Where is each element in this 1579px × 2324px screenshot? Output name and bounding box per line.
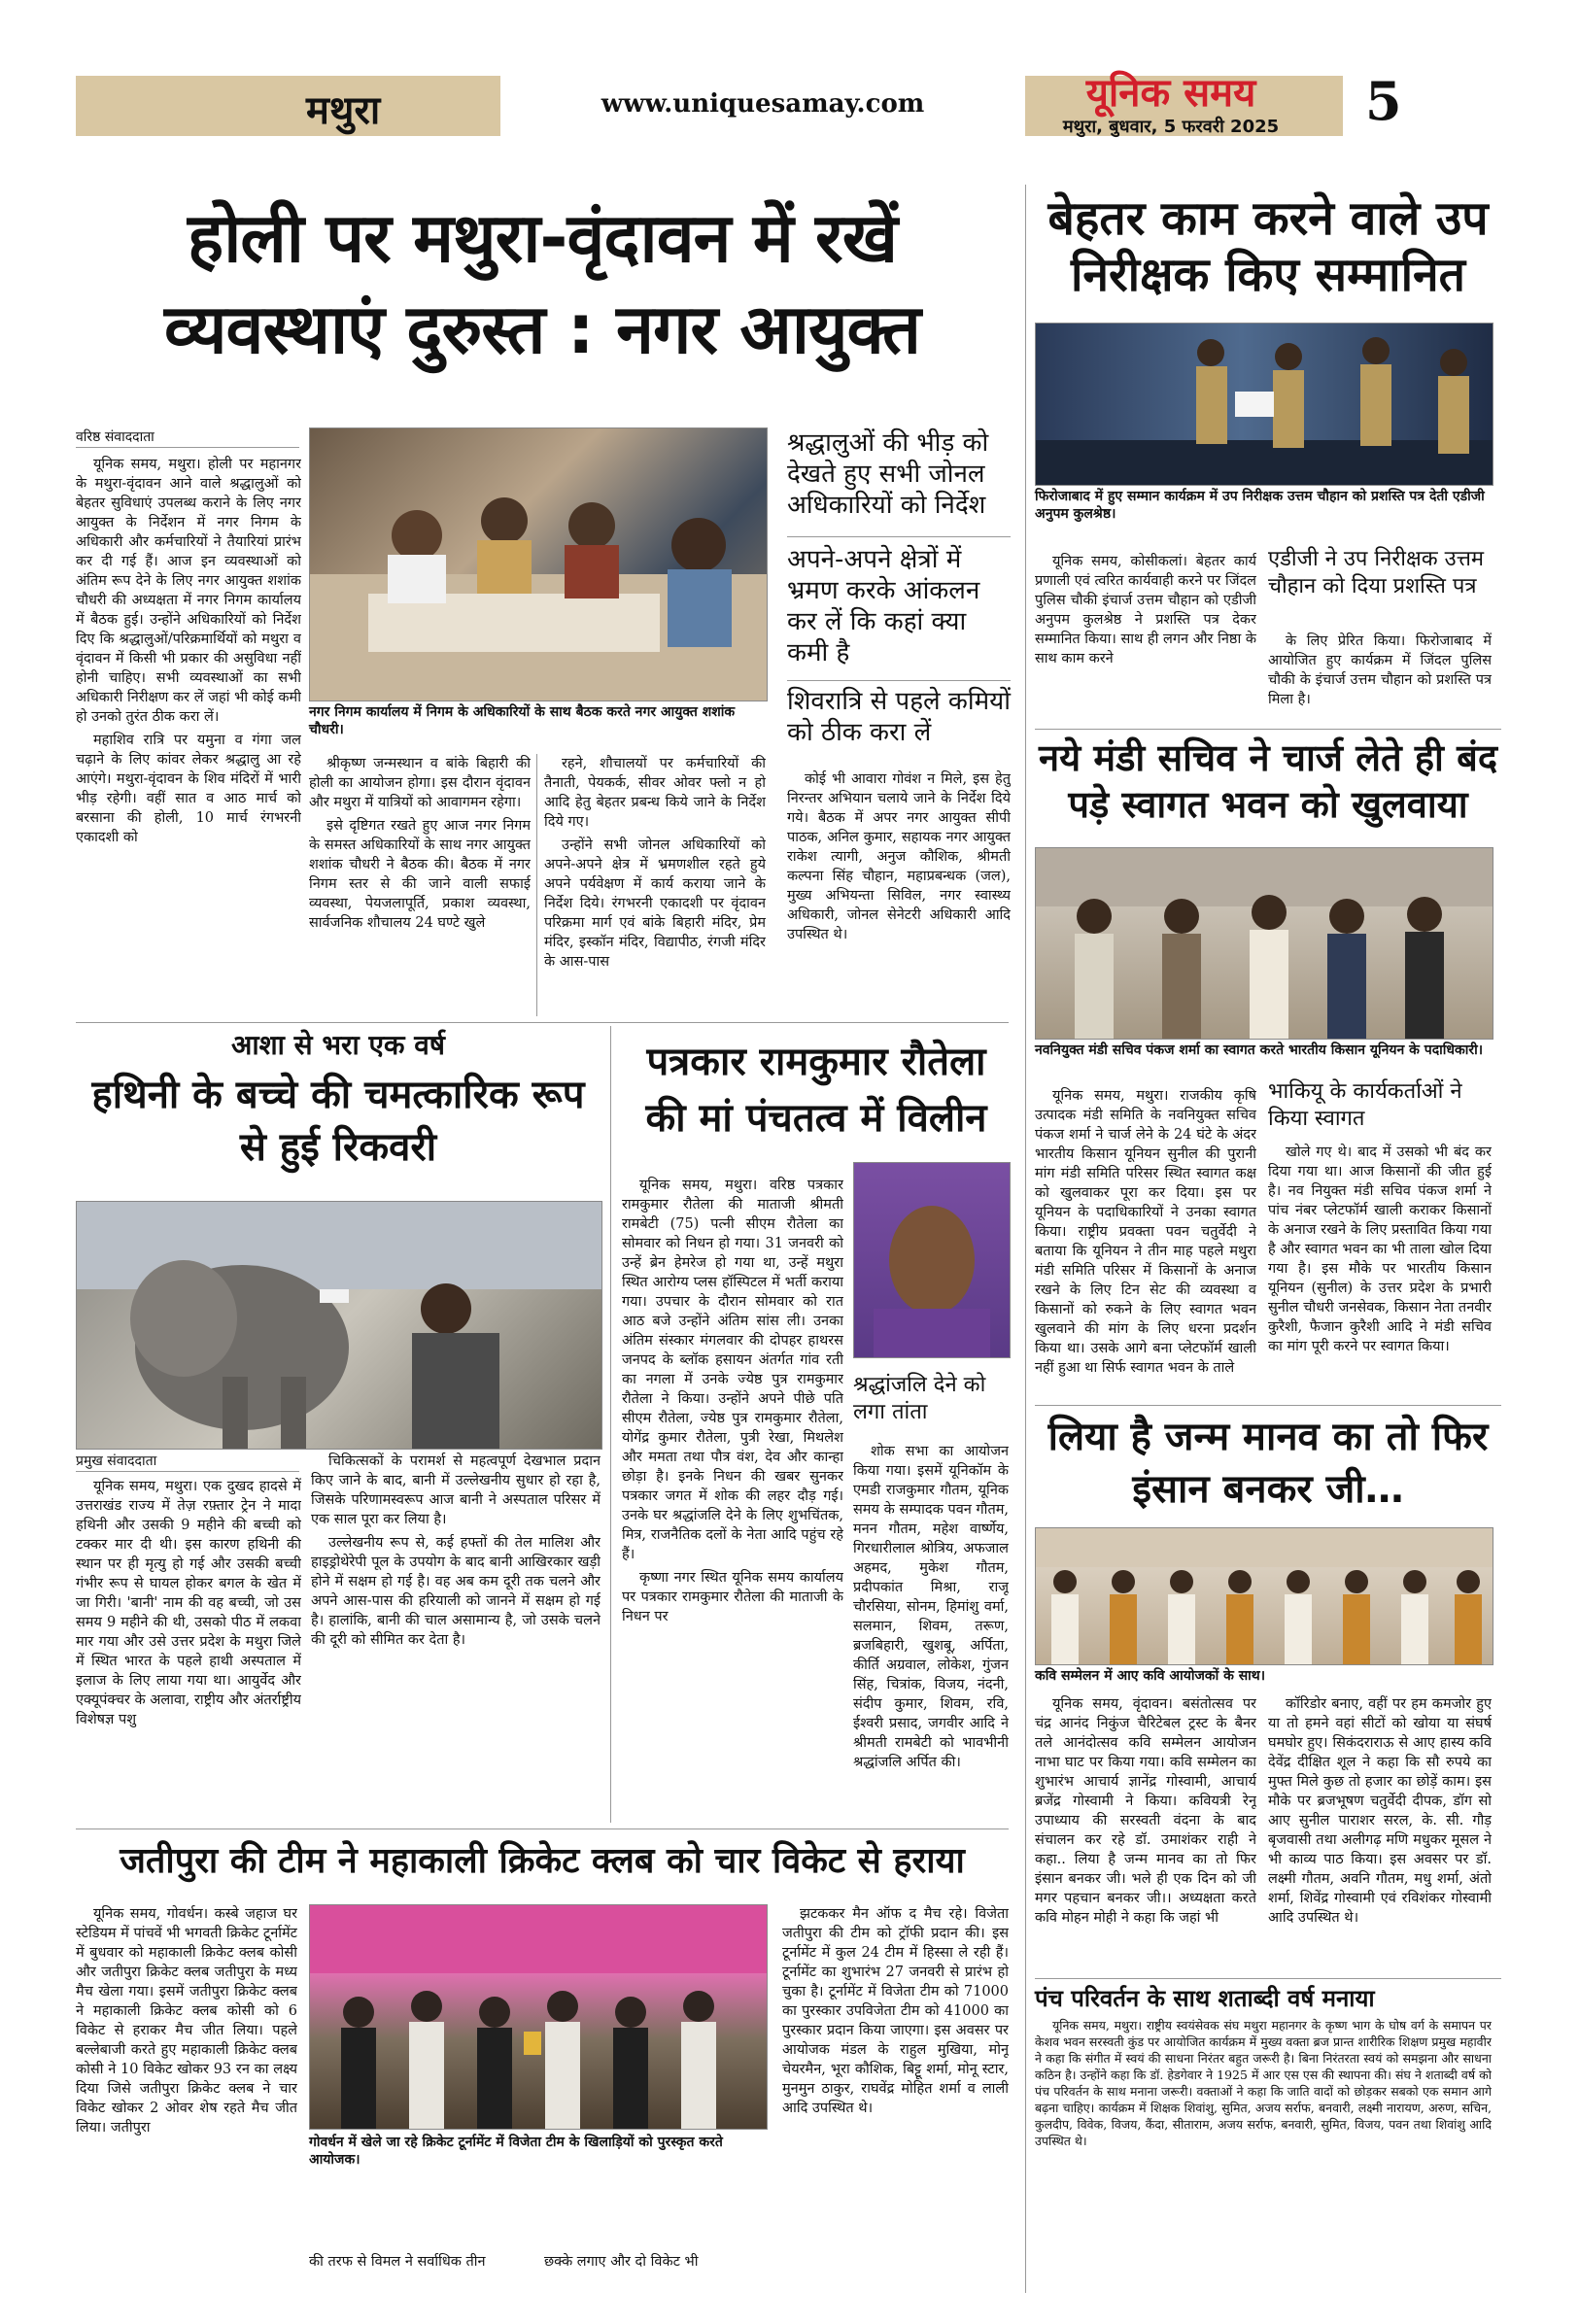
obit-column-2: शोक सभा का आयोजन किया गया। इसमें यूनिकॉम के एमडी राजकुमार गौतम, यूनिक समय के सम्पादक पवन गौतम, मनन गौतम, महेश वार्ष्णेय, गिरधारीलाल श्रोत्रिय, अफजाल अहमद, मुकेश गौतम, प्रदीपकांत मिश्रा, राजू चौरसिया, सोनम, हिमांशु वर्मा, सलमान, शिवम, तरूण, ब्रजबिहारी, खुशबू, अर्पिता, कीर्ति अग्रवाल, लोकेश, गुंजन सिंह, चित्रांक, विजय, नंदनी, संदीप कुमार, शिवम, रवि, ईश्वरी प्रसाद, जगवीर आदि ने श्रीमती रामबेटी को भावभीनी श्रद्धांजलि अर्पित की।	[853, 1444, 1009, 1770]
lead-headline-line1: होली पर मथुरा-वृंदावन में रखें	[188, 198, 897, 278]
masthead-brand: यूनिक समय	[1085, 70, 1256, 116]
lead-column-2: श्रीकृष्ण जन्मस्थान व बांके बिहारी की होली का आयोजन होगा। इस दौरान वृंदावन और मथुरा में यात्रियों को आवागमन रहेगा। इसे दृष्टिगत रखते हुए आज नगर निगम के समस्त अधिकारियों के साथ नगर आयुक्त शशांक चौधरी ने बैठक की। बैठक में नगर निगम स्तर से की जाने वाली सफाई व्यवस्था, पेयजलापूर्ति, प्रकाश व्यवस्था, सार्वजनिक शौचालय 24 घण्टे खुले	[309, 756, 531, 931]
kavi-column-2: कॉरिडोर बनाए, वहीं पर हम कमजोर हुए या तो हमने वहां सीटों को खोया या संघर्ष घमघोर हुए। सिकंदराराऊ से आए हास्य कवि देवेंद्र दीक्षित शूल ने कहा कि सौ रुपये का मुफ्त मिले कुछ तो हजार का छोड़ें काम। इस मौके पर ब्रजभूषण चतुर्वेदी दीपक, डॉग सो आए सुनील पाराशर सरल, के. सी. गौड़ बृजवासी तथा अलीगढ़ मणि मधुकर मूसल ने भी काव्य पाठ किया। इस अवसर पर डॉ. लक्ष्मी गौतम, अवनि गौतम, मधु शर्मा, अंतो शर्मा, शिवेंद्र गोस्वामी एवं रविशंकर गोस्वामी आदि उपस्थित थे।	[1268, 1696, 1492, 1926]
rss-body: यूनिक समय, मथुरा। राष्ट्रीय स्वयंसेवक संघ मथुरा महानगर के कृष्ण भाग के घोष वर्ग के समापन पर केशव भवन सरस्वती कुंड पर आयोजित कार्यक्रम में मुख्य वक्ता ब्रज प्रान्त शारीरिक शिक्षण प्रमुख महावीर ने कहा कि संगीत में स्वयं की साधना निरंतर बहुत जरूरी है। बिना निरंतरता स्वयं को समझना और साधना कठिन है। उन्होंने कहा कि डॉ. हेडगेवार ने 1925 में आर एस एस की स्थापना की। संघ ने शताब्दी वर्ष को पंच परिवर्तन के साथ मनाना जरूरी। वक्ताओं ने कहा कि जाति वादों को छोड़कर सबको एक समान आगे बढ़ना चाहिए। कार्यक्रम में शिक्षक शिवांशु, सुमित, अजय सर्राफ, बनवारी, लक्ष्मी नारायण, अरुण, सचिन, कुलदीप, विवेक, विजय, कैंदा, सीताराम, अजय सर्राफ, बनवारी, सुमित, विजय, पवन तथा शिवांशु आदि उपस्थित थे।	[1035, 2018, 1492, 2148]
divider	[76, 1471, 299, 1472]
cricket-column-3: छक्के लगाए और दो विकेट भी	[544, 2254, 699, 2270]
honor-column-2: के लिए प्रेरित किया। फिरोजाबाद में आयोजित हुए कार्यक्रम में जिंदल पुलिस चौकी के इंचार्ज उत्तम चौहान को प्रशस्ति पत्र मिला है।	[1268, 633, 1492, 707]
elephant-column-2: चिकित्सकों के परामर्श से महत्वपूर्ण देखभाल प्रदान किए जाने के बाद, बानी में उल्लेखनीय सुधार हो रहा है, जिसके परिणामस्वरूप आज बानी ने अस्पताल परिसर में एक साल पूरा कर लिया है। उल्लेखनीय रूप से, कई हफ्तों की तेल मालिश और हाइड्रोथेरेपी पूल के उपयोग के बाद बानी आखिरकार खड़ी होने में सक्षम हो गई है। वह अब कम दूरी तक चलने और अपने आस-पास की हरियाली को जानने में सक्षम हो गई है। हालांकि, बानी की चाल असामान्य है, जो उसके चलने की दूरी को सीमित कर देता है।	[311, 1453, 601, 1648]
honor-photo-caption: फिरोजाबाद में हुए सम्मान कार्यक्रम में उप निरीक्षक उत्तम चौहान को प्रशस्ति पत्र देती एडीजी अनुपम कुलश्रेष्ठ।	[1035, 489, 1485, 522]
kavi-photo	[1035, 1527, 1493, 1665]
divider	[1035, 729, 1501, 730]
column-divider	[1025, 185, 1026, 2293]
kavi-column-1: यूनिक समय, वृंदावन। बसंतोत्सव पर चंद्र आनंद निकुंज चैरिटेबल ट्रस्ट के बैनर तले आनंदोत्सव कवि सम्मेलन आयोजन नाभा घाट पर किया गया। कवि सम्मेलन का शुभारंभ आचार्य ज्ञानेंद्र गोस्वामी, आचार्य ब्रजेंद्र गोस्वामी ने किया। कवियत्री रेनू उपाध्याय की सरस्वती वंदना के बाद संचालन कर रहे डॉ. उमाशंकर राही ने कहा.. लिया है जन्म मानव का तो फिर इंसान बनकर जी। भले ही एक दिन को जी मगर पहचान बनकर जी।। अध्यक्षता करते कवि मोहन मोही ने कहा कि जहां भी	[1035, 1696, 1256, 1926]
kavi-photo-caption: कवि सम्मेलन में आए कवि आयोजकों के साथ।	[1035, 1668, 1266, 1684]
lead-byline: वरिष्ठ संवाददाता	[76, 429, 154, 445]
cricket-headline: जतीपुरा की टीम ने महाकाली क्रिकेट क्लब को चार विकेट से हराया	[120, 1841, 965, 1881]
mandi-subheading: भाकियू के कार्यकर्ताओं ने किया स्वागत	[1268, 1079, 1462, 1131]
divider	[1035, 1405, 1501, 1406]
elephant-kicker: आशा से भरा एक वर्ष	[231, 1029, 445, 1061]
column-divider	[610, 1026, 611, 1823]
elephant-column-1: यूनिक समय, मथुरा। एक दुखद हादसे में उत्तराखंड राज्य में तेज़ रफ़्तार ट्रेन ने मादा हथिनी और उसकी 9 महीने की बच्ची को टक्कर मार दी थी। इस कारण हथिनी की स्थान पर ही मृत्यु हो गई और उसकी बच्ची गंभीर रूप से घायल होकर बगल के खेत में जा गिरी। 'बानी' नाम की वह बच्ची, जो उस समय 9 महीने की थी, उसको पीठ में लकवा मार गया और उसे उत्तर प्रदेश के मथुरा जिले में स्थित भारत के पहले हाथी अस्पताल में इलाज के लिए लाया गया था। आयुर्वेद और एक्यूपंक्चर के अलावा, राष्ट्रीय और अंतर्राष्ट्रीय विशेषज्ञ पशु	[76, 1479, 301, 1727]
mandi-photo	[1035, 847, 1493, 1040]
honor-subheading: एडीजी ने उप निरीक्षक उत्तम चौहान को दिया प्रशस्ति पत्र	[1268, 547, 1485, 598]
kavi-headline: लिया है जन्म मानव का तो फिर इंसान बनकर जी…	[1047, 1415, 1489, 1512]
cricket-column-1: यूनिक समय, गोवर्धन। कस्बे जहाज घर स्टेडियम में पांचवें भी भगवती क्रिकेट टूर्नामेंट में बुधवार को महाकाली क्रिकेट क्लब कोसी और जतीपुरा क्रिकेट क्लब जतीपुरा के मध्य मैच खेला गया। इसमें जतीपुरा क्रिकेट क्लब ने महाकाली क्रिकेट क्लब कोसी को 6 विकेट से हराकर मैच जीत लिया। पहले बल्लेबाजी करते हुए महाकाली क्रिकेट क्लब कोसी ने 10 विकेट खोकर 93 रन का लक्ष्य दिया जिसे जतीपुरा क्रिकेट क्लब ने चार विकेट खोकर 2 ओवर शेष रहते मैच जीत लिया। जतीपुरा	[76, 1906, 297, 2136]
divider	[76, 1022, 1009, 1023]
mandi-photo-caption: नवनियुक्त मंडी सचिव पंकज शर्मा का स्वागत करते भारतीय किसान यूनियन के पदाधिकारी।	[1035, 1042, 1484, 1058]
cricket-photo	[309, 1904, 768, 2130]
rss-headline: पंच परिवर्तन के साथ शताब्दी वर्ष मनाया	[1035, 1985, 1375, 2012]
page-section-name: मथुरा	[306, 87, 381, 133]
lead-photo	[309, 427, 768, 701]
mandi-headline: नये मंडी सचिव ने चार्ज लेते ही बंद पड़े स्वागत भवन को खुलवाया	[1039, 736, 1497, 826]
dateline: मथुरा, बुधवार, 5 फरवरी 2025	[1062, 117, 1280, 137]
elephant-headline: हथिनी के बच्चे की चमत्कारिक रूप से हुई रिकवरी	[91, 1073, 585, 1170]
lead-pullquote-1: श्रद्धालुओं की भीड़ को देखते हुए सभी जोनल अधिकारियों को निर्देश	[787, 428, 989, 520]
divider	[787, 680, 1011, 681]
cricket-column-4: झटककर मैन ऑफ द मैच रहे। विजेता जतीपुरा की टीम को ट्रॉफी प्रदान की। इस टूर्नामेंट में कुल 24 टीम में हिस्सा ले रही हैं। टूर्नामेंट का शुभारंभ 27 जनवरी से प्रारंभ हो चुका है। टूर्नामेंट में विजेता टीम को 71000 का पुरस्कार उपविजेता टीम को 41000 का पुरस्कार प्रदान किया जाएगा। इस अवसर पर आयोजक मंडल के राहुल मुखिया, मोनू चेयरमैन, भूरा कौशिक, बिट्टू शर्मा, मोनू स्टार, मुनमुन ठाकुर, राघवेंद्र मोहित शर्मा व लाली आदि उपस्थित थे।	[782, 1906, 1009, 2116]
obit-pullquote: श्रद्धांजलि देने को लगा तांता	[853, 1373, 986, 1424]
honor-photo	[1035, 323, 1493, 486]
cricket-photo-caption: गोवर्धन में खेले जा रहे क्रिकेट टूर्नामेंट में विजेता टीम के खिलाड़ियों को पुरस्कृत करते आयोजक।	[309, 2135, 723, 2168]
lead-column-4: कोई भी आवारा गोवंश न मिले, इस हेतु निरन्तर अभियान चलाये जाने के निर्देश दिये गये। बैठक में अपर नगर आयुक्त सीपी पाठक, अनिल कुमार, सहायक नगर आयुक्त राकेश त्यागी, अनुज कौशिक, श्रीमती कल्पना सिंह चौहान, महाप्रबन्धक (जल), मुख्य अभियन्ता सिविल, नगर स्वास्थ्य अधिकारी, जोनल सेनेटरी अधिकारी आदि उपस्थित थे।	[787, 771, 1011, 942]
page-number: 5	[1365, 70, 1402, 132]
divider	[76, 1828, 1009, 1829]
obit-headline: पत्रकार रामकुमार रौतेला की मां पंचतत्व में विलीन	[645, 1040, 987, 1141]
elephant-byline: प्रमुख संवाददाता	[76, 1453, 157, 1469]
mandi-column-2: खोले गए थे। बाद में उसको भी बंद कर दिया गया था। आज किसानों की जीत हुई है। नव नियुक्त मंडी सचिव पंकज शर्मा ने पांच नंबर प्लेटफॉर्म खाली कराकर किसानों के अनाज रखने के लिए प्रस्तावित किया गया है और स्वागत भवन का भी ताला खोल दिया गया है। इस मौके पर भारतीय किसान यूनियन (सुनील) के उत्तर प्रदेश के प्रभारी सुनील चौधरी जनसेवक, किसान नेता तनवीर कुरैशी, फैजान कुरैशी आदि ने मंडी सचिव का मांग पूरी करने पर स्वागत किया।	[1268, 1145, 1492, 1354]
lead-column-1: यूनिक समय, मथुरा। होली पर महानगर के मथुरा-वृंदावन आने वाले श्रद्धालुओं को बेहतर सुविधाएं उपलब्ध कराने के लिए नगर आयुक्त के निर्देशन में नगर निगम के अधिकारी और कर्मचारियों ने तैयारियां प्रारंभ कर दी गई हैं। आज इन व्यवस्थाओं को अंतिम रूप देने के लिए नगर आयुक्त शशांक चौधरी की अध्यक्षता में नगर निगम कार्यालय में बैठक हुई। उन्होंने अधिकारियों को निर्देश दिए कि श्रद्धालुओं/परिक्रमार्थियों को मथुरा व वृंदावन में किसी भी प्रकार की असुविधा नहीं होनी चाहिए। सभी व्यवस्थाओं का सभी अधिकारी निरीक्षण कर लें जहां भी कोई कमी हो उनको तुरंत ठीक करा लें। महाशिव रात्रि पर यमुना व गंगा जल चढ़ाने के लिए कांवर लेकर श्रद्धालु आ रहे आएंगे। मथुरा-वृंदावन के शिव मंदिरों में भारी भीड़ रहेगी। वहीं सात व आठ मार्च को बरसाना की होली, 10 मार्च रंगभरनी एकादशी को	[76, 457, 301, 845]
divider	[536, 754, 537, 1016]
obit-portrait	[853, 1162, 1011, 1358]
obit-column-1: यूनिक समय, मथुरा। वरिष्ठ पत्रकार रामकुमार रौतेला की माताजी श्रीमती रामबेटी (75) पत्नी सीएम रौतेला का सोमवार को निधन हो गया। 31 जनवरी को उन्हें ब्रेन हेमरेज हो गया था, उन्हें मथुरा स्थित आरोग्य प्लस हॉस्पिटल में भर्ती कराया गया। उपचार के दौरान सोमवार को रात आठ बजे उन्होंने अंतिम सांस ली। उनका अंतिम संस्कार मंगलवार की दोपहर हाथरस जनपद के ब्लॉक हसायन अंतर्गत गांव रती का नगला में उनके ज्येष्ठ पुत्र रामकुमार रौतेला ने किया। उन्होंने अपने पीछे पति सीएम रौतेला, ज्येष्ठ पुत्र रामकुमार रौतेला, योगेंद्र कुमार रौतेला, पुत्री रेखा, मिथलेश और ममता तथा पौत्र वंश, देव और कान्हा छोड़ा है। इनके निधन की खबर सुनकर पत्रकार जगत में शोक की लहर दौड़ गई। उनके घर श्रद्धांजलि देने के लिए शुभचिंतक, मित्र, राजनैतिक दलों के नेता आदि पहुंच रहे हैं। कृष्णा नगर स्थित यूनिक समय कार्यालय पर पत्रकार रामकुमार रौतेला की माताजी के निधन पर	[622, 1178, 843, 1624]
honor-headline: बेहतर काम करने वाले उप निरीक्षक किए सम्मानित	[1047, 191, 1489, 302]
lead-pullquote-2: अपने-अपने क्षेत्रों में भ्रमण करके आंकलन कर लें कि कहां क्या कमी है	[787, 545, 980, 667]
lead-headline-line2: व्यवस्थाएं दुरुस्त : नगर आयुक्त	[164, 290, 920, 369]
meeting-photo-icon	[310, 428, 767, 701]
divider	[76, 447, 299, 448]
portrait-icon	[854, 1163, 1010, 1357]
lead-photo-caption: नगर निगम कार्यालय में निगम के अधिकारियों के साथ बैठक करते नगर आयुक्त शशांक चौधरी।	[309, 704, 736, 737]
mandi-column-1: यूनिक समय, मथुरा। राजकीय कृषि उत्पादक मंडी समिति के नवनियुक्त सचिव पंकज शर्मा ने चार्ज लेने के 24 घंटे के अंदर भारतीय किसान यूनियन सुनील की पुरानी मांग मंडी समिति परिसर स्थित स्वागत कक्ष को खुलवाकर पूरा कर दिया। इस पर यूनियन के पदाधिकारियों ने उनका स्वागत किया। राष्ट्रीय प्रवक्ता पवन चतुर्वेदी ने बताया कि यूनियन ने तीन माह पहले मथुरा मंडी समिति परिसर में किसानों के अनाज रखने के लिए टिन सेट की व्यवस्था व किसानों को रुकने के लिए स्वागत भवन खुलवाने की मांग के लिए धरना प्रदर्शन किया था। उसके आगे बना प्लेटफॉर्म खाली नहीं हुआ था सिर्फ स्वागत भवन के ताले	[1035, 1088, 1256, 1376]
elephant-photo	[76, 1201, 602, 1450]
lead-column-3: रहने, शौचालयों पर कर्मचारियों की तैनाती, पेयकर्क, सीवर ओवर फ्लो न हो आदि हेतु बेहतर प्रबन्ध किये जाने के निर्देश दिये गए। उन्होंने सभी जोनल अधिकारियों को अपने-अपने क्षेत्र में भ्रमणशील रहते हुये अपने पर्यवेक्षण में कार्य कराया जाने के निर्देश दिये। रंगभरनी एकादशी पर वृंदावन परिक्रमा मार्ग एवं बांके बिहारी मंदिर, प्रेम मंदिर, इस्कॉन मंदिर, विद्यापीठ, रंगजी मंदिर के आस-पास	[544, 756, 766, 970]
cricket-column-2: की तरफ से विमल ने सर्वाधिक तीन	[309, 2254, 486, 2270]
website-url[interactable]: www.uniquesamay.com	[601, 89, 925, 119]
divider	[787, 536, 1011, 537]
divider	[1035, 1978, 1501, 1979]
lead-pullquote-3: शिवरात्रि से पहले कमियों को ठीक करा लें	[787, 687, 1011, 747]
honor-column-1: यूनिक समय, कोसीकलां। बेहतर कार्य प्रणाली एवं त्वरित कार्यवाही करने पर जिंदल पुलिस चौकी इंचार्ज उत्तम चौहान को एडीजी अनुपम कुलश्रेष्ठ ने प्रशस्ति पत्र देकर सम्मानित किया। साथ ही लगन और निष्ठा के साथ काम करने	[1035, 554, 1256, 666]
